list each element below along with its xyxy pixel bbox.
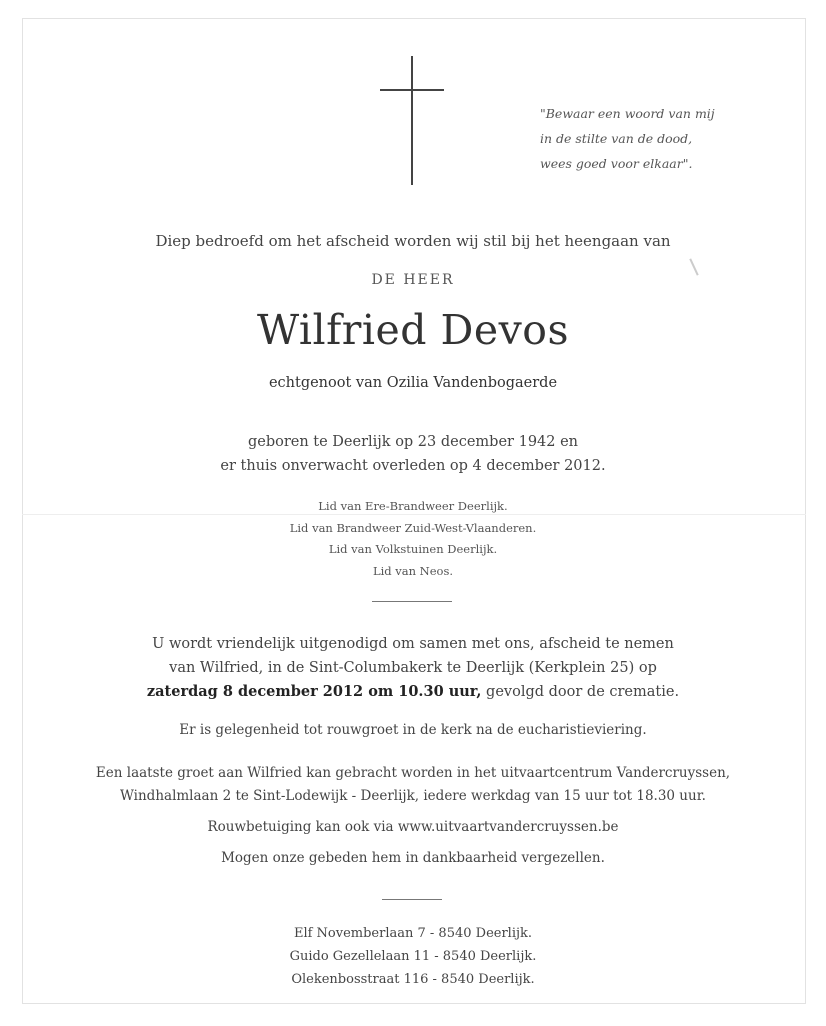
ceremony-datetime: zaterdag 8 december 2012 om 10.30 uur, <box>146 683 482 700</box>
divider <box>372 601 452 602</box>
visit-info <box>0 762 826 808</box>
birth-death-info <box>0 430 826 478</box>
prayer-line: Mogen onze gebeden hem in dankbaarheid vergezellen. <box>221 850 605 866</box>
honorific: DE HEER <box>371 272 455 288</box>
invitation-line: van Wilfried, in de Sint-Columbakerk te Deerlijk (Kerkplein 25) op <box>169 660 657 676</box>
membership-item: Lid van Brandweer Zuid-West-Vlaanderen. <box>289 520 537 535</box>
family-addresses <box>0 922 826 991</box>
death-line: er thuis onverwacht overleden op 4 december 2012. <box>220 458 606 474</box>
quote-line: in de stilte van de dood, <box>540 131 693 146</box>
address-line: Elf Novemberlaan 7 - 8540 Deerlijk. <box>293 926 533 941</box>
rouwgroet-note: Er is gelegenheid tot rouwgroet in de kerk na de eucharistieviering. <box>179 722 647 738</box>
invitation-line: U wordt vriendelijk uitgenodigd om samen met ons, afscheid te nemen <box>152 636 674 652</box>
divider <box>382 899 442 900</box>
membership-item: Lid van Neos. <box>372 563 454 578</box>
cross-vertical-bar <box>411 56 413 185</box>
membership-item: Lid van Ere-Brandweer Deerlijk. <box>318 499 508 513</box>
quote <box>540 101 800 176</box>
address-line: Guido Gezellelaan 11 - 8540 Deerlijk. <box>289 949 537 964</box>
invitation <box>0 632 826 704</box>
condolence-line: Rouwbetuiging kan ook via www.uitvaartvandercruyssen.be <box>207 819 619 835</box>
birth-line: geboren te Deerlijk op 23 december 1942 en <box>247 434 579 450</box>
memberships <box>0 496 826 582</box>
membership-item: Lid van Volkstuinen Deerlijk. <box>328 542 498 556</box>
quote-line: wees goed voor elkaar". <box>540 156 693 171</box>
deceased-name: Wilfried Devos <box>256 306 570 354</box>
invitation-line <box>0 680 826 704</box>
address-line: Olekenbosstraat 116 - 8540 Deerlijk. <box>291 972 535 987</box>
quote-line: "Bewaar een woord van mij <box>540 106 715 121</box>
intro-text: Diep bedroefd om het afscheid worden wij stil bij het heengaan van <box>155 232 671 250</box>
visit-line: Een laatste groet aan Wilfried kan gebracht worden in het uitvaartcentrum Vandercruyssen, <box>95 765 731 781</box>
cross-horizontal-bar <box>380 89 444 91</box>
spouse-line: echtgenoot van Ozilia Vandenbogaerde <box>268 375 558 391</box>
ceremony-followup: gevolgd door de crematie. <box>481 684 680 700</box>
visit-line: Windhalmlaan 2 te Sint-Lodewijk - Deerlijk, iedere werkdag van 15 uur tot 18.30 uur. <box>120 788 706 804</box>
